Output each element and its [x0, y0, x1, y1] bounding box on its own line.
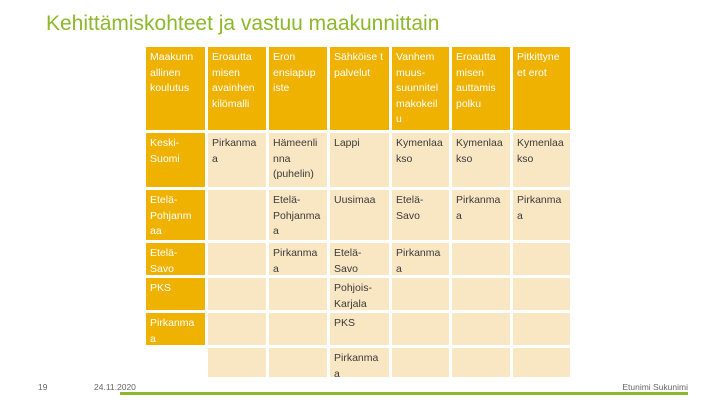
- column-header: Vanhem muus-suunnitel makokeil u: [392, 47, 449, 130]
- table-cell: [208, 278, 266, 310]
- table-cell: [452, 313, 510, 345]
- table-cell: Etelä-Pohjanma a: [269, 190, 327, 240]
- table-cell: PKS: [330, 313, 389, 345]
- table-cell: [269, 278, 327, 310]
- row-header-cell: Etelä-Savo: [146, 243, 205, 275]
- footer-date: 24.11.2020: [94, 382, 136, 392]
- footer-author: Etunimi Sukunimi: [622, 382, 688, 392]
- table-cell: [208, 243, 266, 275]
- footer-divider: [120, 392, 688, 395]
- slide-number: 19: [38, 382, 48, 392]
- row-header-cell: Pirkanma a: [146, 313, 205, 345]
- table-cell: [452, 243, 510, 275]
- table-cell: Kymenlaa kso: [392, 133, 449, 187]
- column-header: Maakunn allinen koulutus: [146, 47, 205, 130]
- table-cell: [513, 278, 570, 310]
- table-cell: [208, 190, 266, 240]
- column-header: Pitkittyne et erot: [513, 47, 570, 130]
- table-cell: Pirkanma a: [208, 133, 266, 187]
- page-title: Kehittämiskohteet ja vastuu maakunnittain: [46, 12, 440, 35]
- table-cell: Pirkanma a: [269, 243, 327, 275]
- table-cell: Pirkanma a: [392, 243, 449, 275]
- column-header: Sähköise t palvelut: [330, 47, 389, 130]
- column-header: Eron ensiapup iste: [269, 47, 327, 130]
- table-cell: Lappi: [330, 133, 389, 187]
- table-cell: Etelä-Savo: [392, 190, 449, 240]
- table-cell: Pirkanma a: [330, 348, 389, 377]
- row-header-cell: [146, 348, 205, 377]
- table-cell: Pirkanma a: [513, 190, 570, 240]
- table-cell: [392, 278, 449, 310]
- table-cell: [269, 348, 327, 377]
- row-header-cell: PKS: [146, 278, 205, 310]
- table-cell: [513, 243, 570, 275]
- table-cell: Pirkanma a: [452, 190, 510, 240]
- table-cell: [269, 313, 327, 345]
- table-cell: Etelä-Savo: [330, 243, 389, 275]
- table-cell: Uusimaa: [330, 190, 389, 240]
- table-cell: Hämeenli nna (puhelin): [269, 133, 327, 187]
- table-cell: [513, 313, 570, 345]
- table-cell: Pohjois-Karjala: [330, 278, 389, 310]
- row-header-cell: Keski-Suomi: [146, 133, 205, 187]
- table-cell: [392, 348, 449, 377]
- column-header: Eroautta misen auttamis polku: [452, 47, 510, 130]
- table-cell: Kymenlaa kso: [452, 133, 510, 187]
- table-cell: [452, 278, 510, 310]
- table-cell: [513, 348, 570, 377]
- table-cell: [392, 313, 449, 345]
- table-cell: [208, 348, 266, 377]
- row-header-cell: Etelä-Pohjanm aa: [146, 190, 205, 240]
- table-cell: [452, 348, 510, 377]
- table-cell: [208, 313, 266, 345]
- table-cell: Kymenlaa kso: [513, 133, 570, 187]
- column-header: Eroautta misen avainhen kilömalli: [208, 47, 266, 130]
